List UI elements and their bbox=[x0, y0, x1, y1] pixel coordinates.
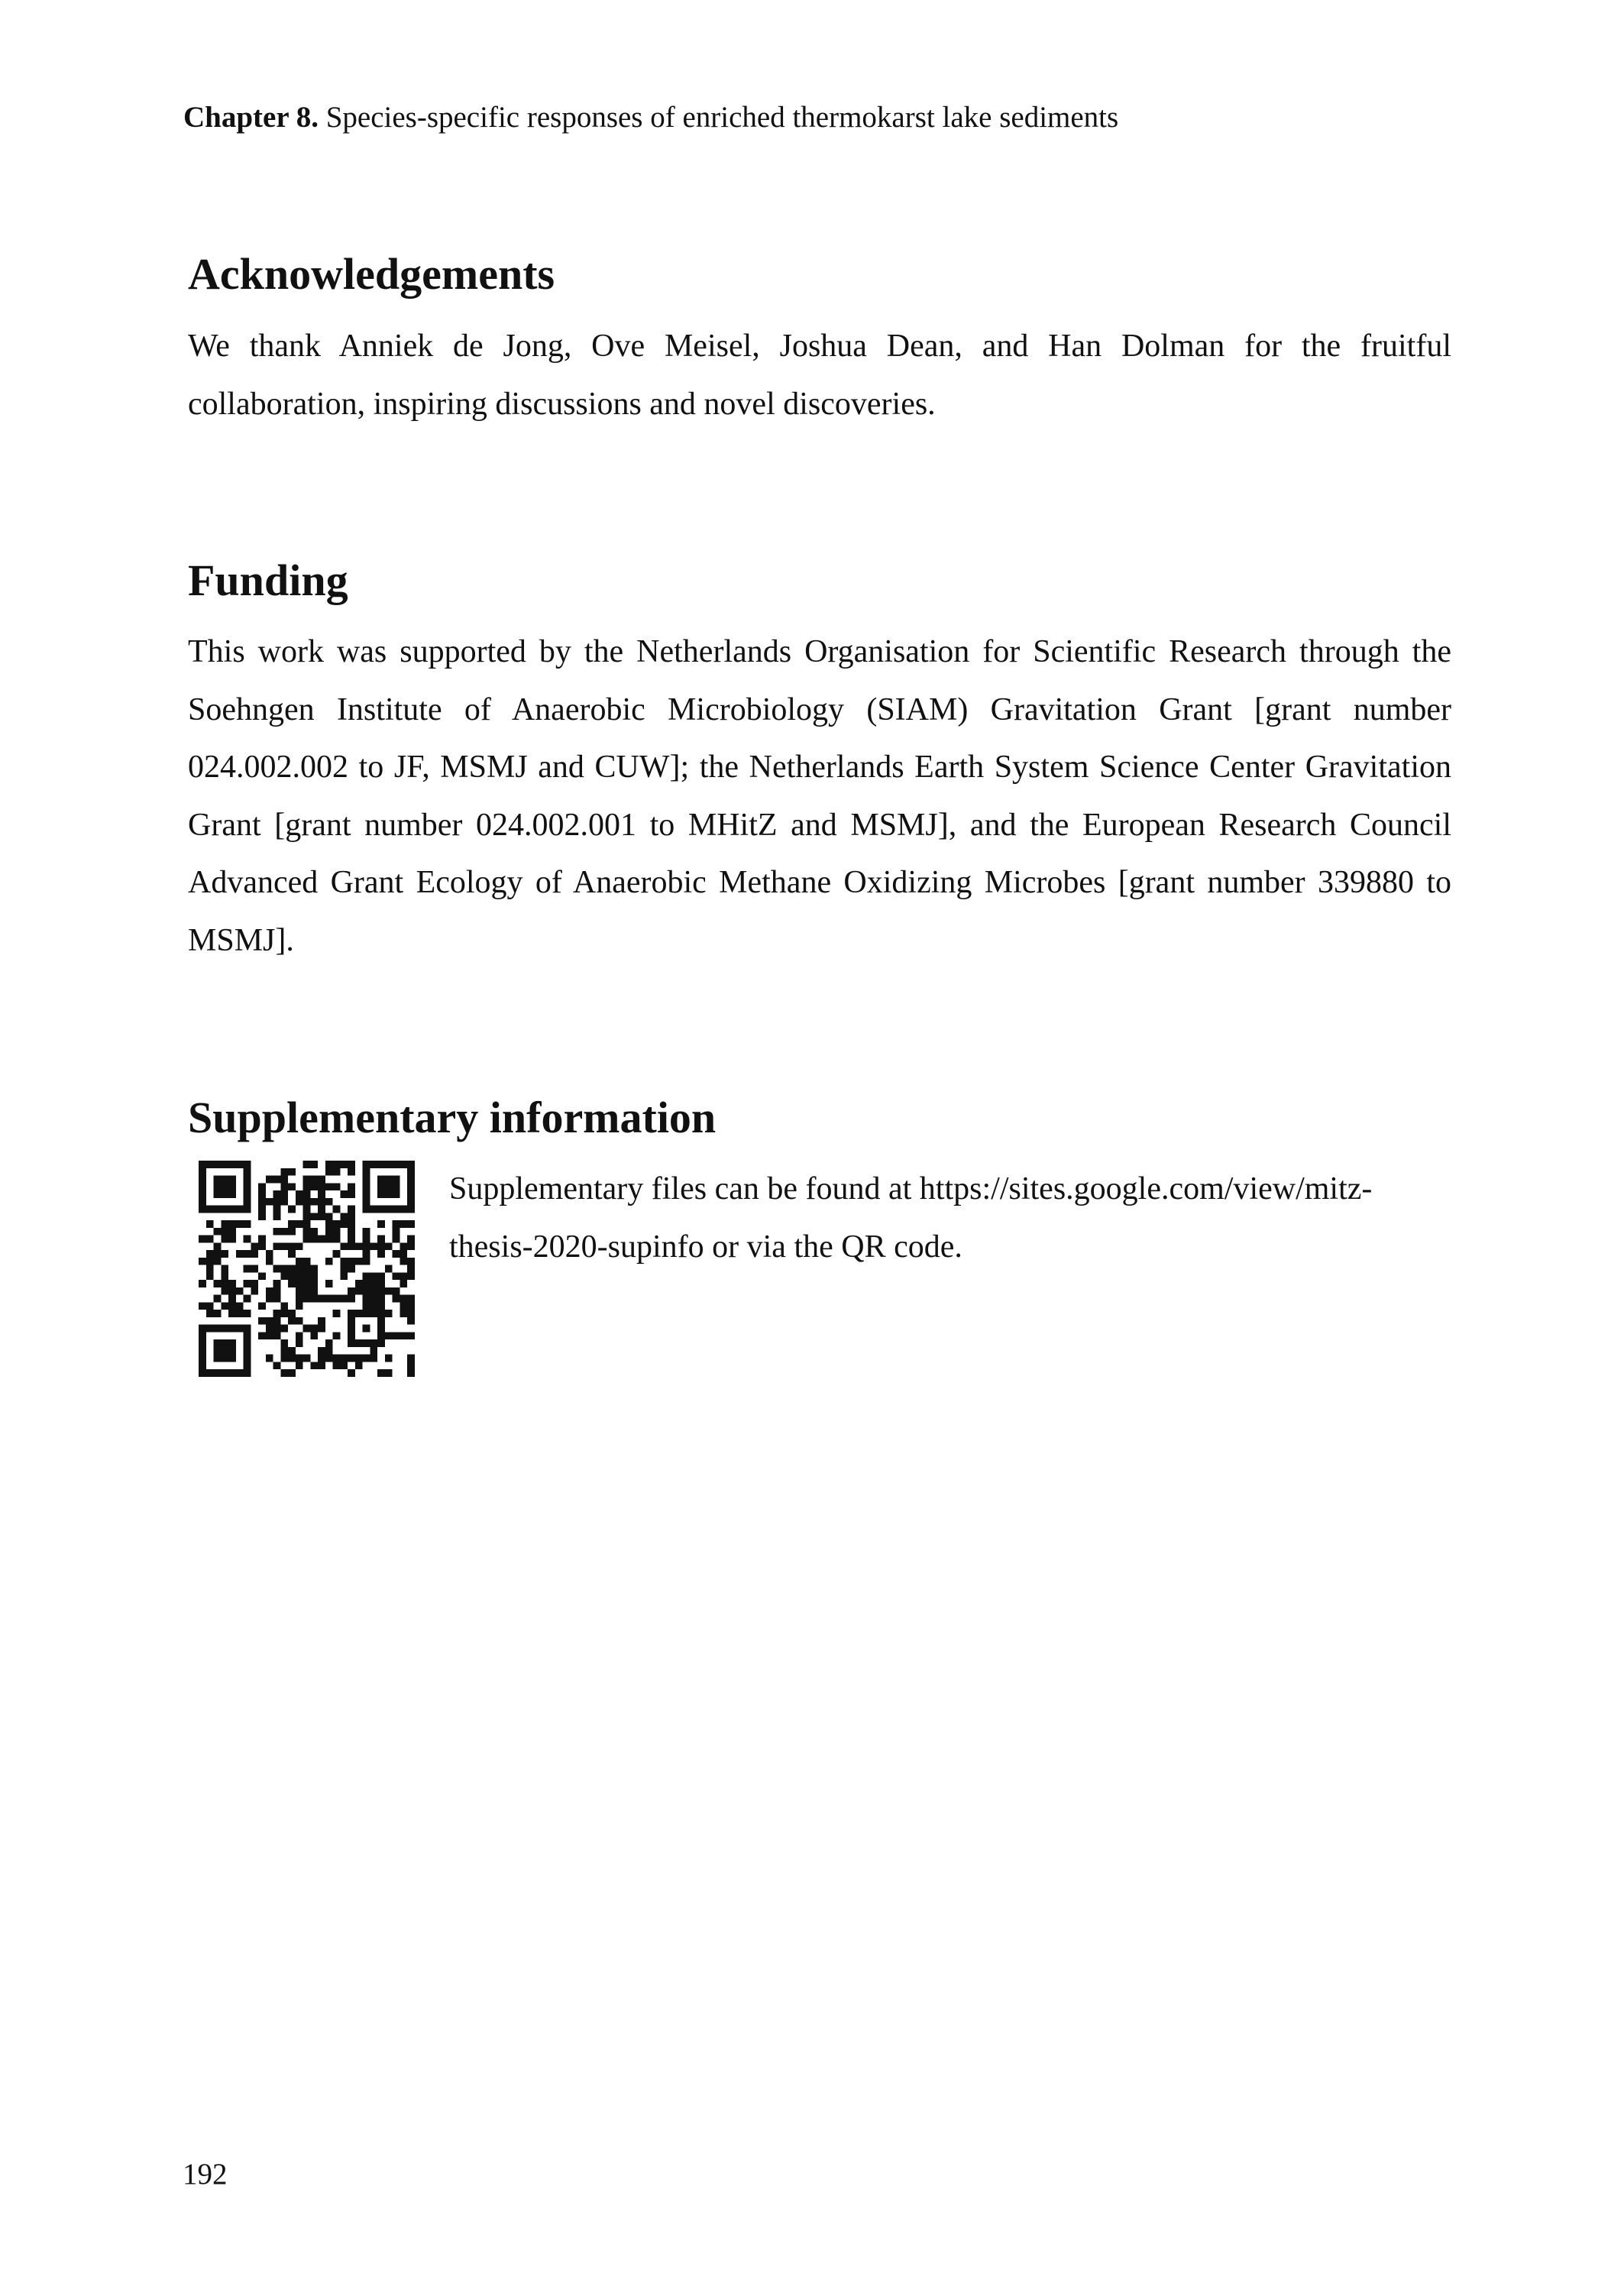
supplementary-heading: Supplementary information bbox=[188, 1093, 717, 1142]
running-header bbox=[183, 102, 1118, 132]
qr-code-icon[interactable] bbox=[199, 1161, 415, 1377]
chapter-title: Species-specific responses of enriched thermokarst lake sediments bbox=[318, 101, 1119, 134]
acknowledgements-paragraph: We thank Anniek de Jong, Ove Meisel, Joshua Dean, and Han Dolman for the fruitful collaboration, inspiring discussions and novel discoveries. bbox=[188, 329, 1451, 422]
acknowledgements-heading: Acknowledgements bbox=[188, 249, 555, 299]
funding-paragraph: This work was supported by the Netherlands Organisation for Scientific Research through the Soehngen Institute of Anaerobic Microbiology (SIAM) Gravitation Grant [grant number 024.002.002 to JF, MSMJ and CUW]; the Netherlands Earth System Science Center Gravitation Grant [grant number 024.002.001 to MHitZ and MSMJ], and the European Research Council Advanced Grant Ecology of Anaerobic Methane Oxidizing Microbes [grant number 339880 to MSMJ]. bbox=[188, 634, 1451, 958]
page-number: 192 bbox=[183, 2158, 228, 2191]
supplementary-line-1: Supplementary files can be found at https://sites.google.com/view/mitz- bbox=[449, 1171, 1373, 1206]
supplementary-line-2: thesis-2020-supinfo or via the QR code. bbox=[449, 1229, 962, 1265]
chapter-label: Chapter 8. bbox=[183, 101, 319, 134]
funding-heading: Funding bbox=[188, 555, 348, 605]
supplementary-paragraph bbox=[449, 1161, 1457, 1276]
